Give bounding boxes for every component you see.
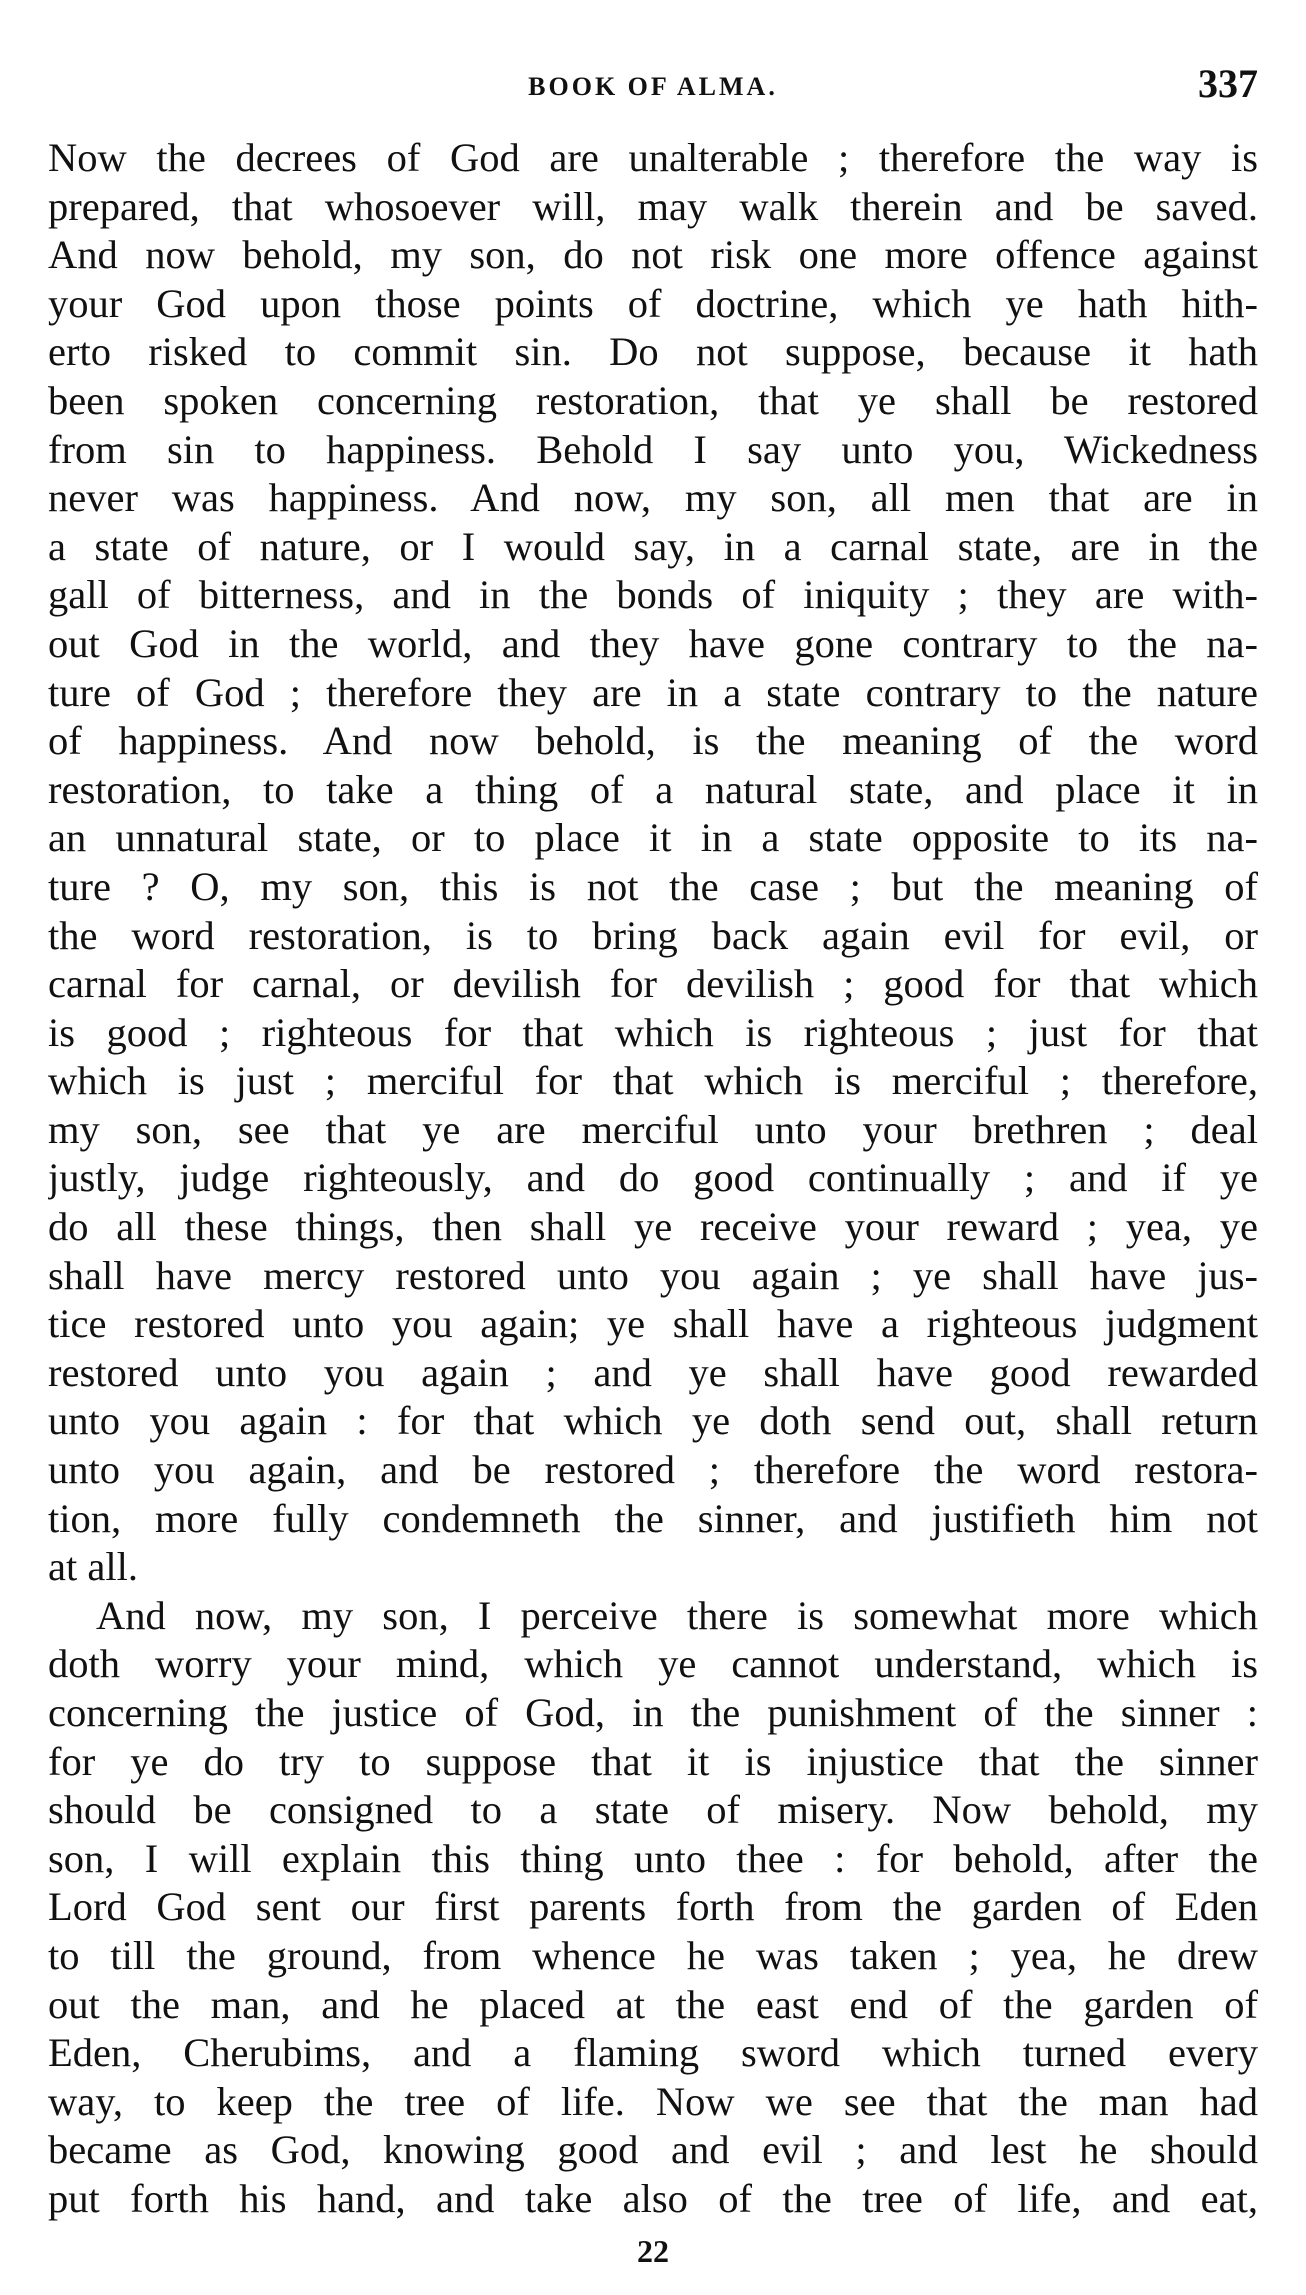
paragraph: [48, 1592, 1258, 2224]
text-line: ture ? O, my son, this is not the case ; but the meaning of: [48, 863, 1258, 909]
text-line: And now behold, my son, do not risk one more offence against: [48, 232, 1258, 278]
text-line: never was happiness. And now, my son, all men that are in: [48, 475, 1258, 521]
text-line: became as God, knowing good and evil ; and lest he should: [48, 2127, 1258, 2173]
text-line: unto you again, and be restored ; therefore the word restora-: [48, 1447, 1258, 1493]
text-line: a state of nature, or I would say, in a carnal state, are in the: [48, 523, 1258, 569]
text-line: to till the ground, from whence he was taken ; yea, he drew: [48, 1932, 1258, 1978]
text-line: restored unto you again ; and ye shall have good rewarded: [48, 1349, 1258, 1395]
text-line: at all.: [48, 1544, 138, 1590]
text-line: an unnatural state, or to place it in a state opposite to its na-: [48, 815, 1258, 861]
text-line: erto risked to commit sin. Do not suppose, because it hath: [48, 329, 1258, 375]
text-line: out God in the world, and they have gone contrary to the na-: [48, 620, 1258, 666]
text-line: prepared, that whosoever will, may walk therein and be saved.: [48, 183, 1258, 229]
text-line: way, to keep the tree of life. Now we see that the man had: [48, 2078, 1258, 2124]
text-line: son, I will explain this thing unto thee : for behold, after the: [48, 1835, 1258, 1881]
text-line: shall have mercy restored unto you again ; ye shall have jus-: [48, 1252, 1258, 1298]
page-number: 337: [1198, 61, 1258, 106]
text-line: unto you again : for that which ye doth send out, shall return: [48, 1398, 1258, 1444]
running-title: BOOK OF ALMA.: [528, 72, 778, 101]
book-page: [48, 60, 1258, 2270]
text-line: which is just ; merciful for that which is merciful ; therefore,: [48, 1058, 1258, 1104]
signature-mark: 22: [637, 2233, 669, 2269]
text-line: out the man, and he placed at the east end of the garden of: [48, 1981, 1258, 2027]
text-line: put forth his hand, and take also of the tree of life, and eat,: [48, 2175, 1258, 2221]
text-line: is good ; righteous for that which is righteous ; just for that: [48, 1009, 1258, 1055]
text-line: the word restoration, is to bring back again evil for evil, or: [48, 912, 1258, 958]
text-line: tion, more fully condemneth the sinner, and justifieth him not: [48, 1495, 1258, 1541]
text-line: do all these things, then shall ye receive your reward ; yea, ye: [48, 1204, 1258, 1250]
text-line: been spoken concerning restoration, that ye shall be restored: [48, 377, 1258, 423]
text-line: ture of God ; therefore they are in a state contrary to the nature: [48, 669, 1258, 715]
text-line: doth worry your mind, which ye cannot understand, which is: [48, 1641, 1258, 1687]
text-line: And now, my son, I perceive there is somewhat more which: [96, 1592, 1258, 1638]
text-line: Eden, Cherubims, and a flaming sword which turned every: [48, 2030, 1258, 2076]
running-head: [48, 60, 1258, 120]
text-line: of happiness. And now behold, is the meaning of the word: [48, 718, 1258, 764]
text-line: should be consigned to a state of misery. Now behold, my: [48, 1787, 1258, 1833]
paragraph: [48, 134, 1258, 1592]
text-line: carnal for carnal, or devilish for devilish ; good for that which: [48, 961, 1258, 1007]
text-line: restoration, to take a thing of a natural state, and place it in: [48, 766, 1258, 812]
text-line: your God upon those points of doctrine, which ye hath hith-: [48, 280, 1258, 326]
body-text: [48, 134, 1258, 2224]
text-line: my son, see that ye are merciful unto your brethren ; deal: [48, 1106, 1258, 1152]
text-line: justly, judge righteously, and do good continually ; and if ye: [48, 1155, 1258, 1201]
text-line: for ye do try to suppose that it is injustice that the sinner: [48, 1738, 1258, 1784]
text-line: gall of bitterness, and in the bonds of iniquity ; they are with-: [48, 572, 1258, 618]
text-line: Lord God sent our first parents forth from the garden of Eden: [48, 1884, 1258, 1930]
text-line: from sin to happiness. Behold I say unto you, Wickedness: [48, 426, 1258, 472]
text-line: Now the decrees of God are unalterable ; therefore the way is: [48, 135, 1258, 180]
text-line: tice restored unto you again; ye shall have a righteous judgment: [48, 1301, 1258, 1347]
text-line: concerning the justice of God, in the punishment of the sinner :: [48, 1690, 1258, 1735]
